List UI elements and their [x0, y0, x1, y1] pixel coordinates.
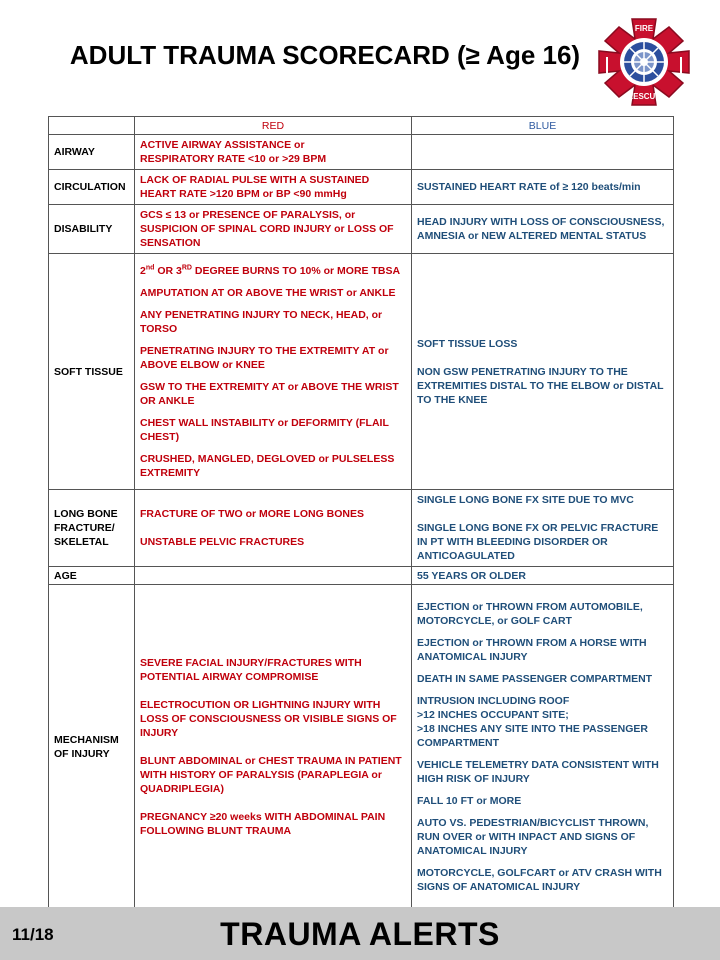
- airway-red-line-1: ACTIVE AIRWAY ASSISTANCE or: [140, 139, 305, 151]
- mechanism-blue-item: MOTORCYCLE, GOLFCART or ATV CRASH WITH SIGNS OF ANATOMICAL INJURY: [417, 867, 662, 893]
- table-row-long-bone: [49, 490, 674, 567]
- disability-red-cell: [135, 205, 412, 254]
- mechanism-blue-cell: [412, 585, 674, 910]
- mechanism-red-item: SEVERE FACIAL INJURY/FRACTURES WITH POTENTIAL AIRWAY COMPROMISE: [140, 657, 362, 683]
- circulation-blue-cell: [412, 170, 674, 205]
- long-bone-red-cell: [135, 490, 412, 567]
- circulation-red-item: LACK OF RADIAL PULSE WITH A SUSTAINED HEART RATE >120 BPM or BP <90 mmHg: [140, 174, 370, 200]
- airway-red-cell: [135, 135, 412, 170]
- column-header-red: RED: [135, 117, 412, 135]
- fire-rescue-logo-icon: [597, 17, 691, 107]
- long-bone-blue-cell: [412, 490, 674, 567]
- disability-blue-cell: [412, 205, 674, 254]
- mechanism-blue-item: DEATH IN SAME PASSENGER COMPARTMENT: [417, 673, 653, 685]
- age-red-cell: [135, 567, 412, 585]
- mechanism-blue-item: EJECTION or THROWN FROM A HORSE WITH ANATOMICAL INJURY: [417, 637, 647, 663]
- row-category-long-bone: LONG BONE FRACTURE/ SKELETAL: [49, 490, 135, 567]
- row-category-disability: DISABILITY: [49, 205, 135, 254]
- long-bone-red-item: UNSTABLE PELVIC FRACTURES: [140, 536, 305, 548]
- column-header-blue: BLUE: [412, 117, 674, 135]
- soft-tissue-blue-item: SOFT TISSUE LOSS: [417, 337, 518, 350]
- mechanism-blue-item: INTRUSION INCLUDING ROOF: [417, 695, 570, 707]
- circulation-blue-item: SUSTAINED HEART RATE of ≥ 120 beats/min: [417, 181, 641, 193]
- column-header-category: [49, 117, 135, 135]
- mechanism-blue-item: >12 INCHES OCCUPANT SITE;: [417, 709, 569, 721]
- soft-tissue-red-cell: [135, 254, 412, 490]
- footer-bar: [0, 907, 720, 960]
- soft-tissue-red-item: PENETRATING INJURY TO THE EXTREMITY AT or ABOVE ELBOW or KNEE: [140, 344, 389, 371]
- soft-tissue-red-item: GSW TO THE EXTREMITY AT or ABOVE THE WRIST OR ANKLE: [140, 380, 399, 407]
- soft-tissue-red-item-burns: 2nd OR 3RD DEGREE BURNS TO 10% or MORE TBSA: [140, 264, 401, 277]
- airway-red-line-2: RESPIRATORY RATE <10 or >29 BPM: [140, 153, 327, 165]
- soft-tissue-blue-item: NON GSW PENETRATING INJURY TO THE EXTREMITIES DISTAL TO THE ELBOW or DISTAL TO THE KNEE: [417, 365, 664, 406]
- age-blue-item: 55 YEARS OR OLDER: [417, 569, 526, 582]
- soft-tissue-red-item: AMPUTATION AT OR ABOVE THE WRIST or ANKLE: [140, 286, 396, 299]
- row-category-airway: AIRWAY: [49, 135, 135, 170]
- table-header-row: [49, 117, 674, 135]
- circulation-red-cell: [135, 170, 412, 205]
- age-blue-cell: [412, 567, 674, 585]
- soft-tissue-red-item: ANY PENETRATING INJURY TO NECK, HEAD, or TORSO: [140, 308, 383, 335]
- disability-blue-item: HEAD INJURY WITH LOSS OF CONSCIOUSNESS, AMNESIA or NEW ALTERED MENTAL STATUS: [417, 216, 665, 242]
- mechanism-blue-item: VEHICLE TELEMETRY DATA CONSISTENT WITH HIGH RISK OF INJURY: [417, 759, 659, 785]
- row-category-mechanism: MECHANISM OF INJURY: [49, 585, 135, 910]
- mechanism-red-cell: [135, 585, 412, 910]
- row-category-soft-tissue: SOFT TISSUE: [49, 254, 135, 490]
- row-category-age: AGE: [49, 567, 135, 585]
- mechanism-red-item: BLUNT ABDOMINAL or CHEST TRAUMA IN PATIENT WITH HISTORY OF PARALYSIS (PARAPLEGIA or QUADRIPLEGIA): [140, 755, 402, 795]
- trauma-scorecard-table: [48, 116, 674, 910]
- logo-top-text: FIRE: [634, 24, 654, 33]
- page-number: 11/18: [12, 925, 54, 944]
- mechanism-red-item: PREGNANCY ≥20 weeks WITH ABDOMINAL PAIN FOLLOWING BLUNT TRAUMA: [140, 811, 386, 837]
- footer-title: TRAUMA ALERTS: [220, 916, 500, 952]
- long-bone-blue-item: SINGLE LONG BONE FX OR PELVIC FRACTURE IN PT WITH BLEEDING DISORDER OR ANTICOAGULATED: [417, 522, 659, 562]
- row-category-circulation: CIRCULATION: [49, 170, 135, 205]
- logo-bottom-text: RESCUE: [627, 92, 661, 101]
- table-row-airway: [49, 135, 674, 170]
- table-row-soft-tissue: [49, 254, 674, 490]
- soft-tissue-red-item: CHEST WALL INSTABILITY or DEFORMITY (FLAIL CHEST): [140, 416, 389, 443]
- mechanism-blue-item: EJECTION or THROWN FROM AUTOMOBILE, MOTORCYCLE, or GOLF CART: [417, 601, 643, 627]
- table-row-mechanism: [49, 585, 674, 910]
- soft-tissue-red-item: CRUSHED, MANGLED, DEGLOVED or PULSELESS EXTREMITY: [140, 452, 395, 479]
- disability-red-item: GCS ≤ 13 or PRESENCE OF PARALYSIS, or SUSPICION OF SPINAL CORD INJURY or LOSS OF SENSATION: [140, 209, 394, 249]
- page-title: ADULT TRAUMA SCORECARD (≥ Age 16): [69, 40, 581, 70]
- long-bone-blue-item: SINGLE LONG BONE FX SITE DUE TO MVC: [417, 494, 634, 506]
- table-row-age: [49, 567, 674, 585]
- table-row-circulation: [49, 170, 674, 205]
- table-row-disability: [49, 205, 674, 254]
- mechanism-blue-item: AUTO VS. PEDESTRIAN/BICYCLIST THROWN, RUN OVER or WITH INPACT AND SIGNS OF ANATOMICAL INJURY: [417, 817, 649, 857]
- mechanism-blue-item: FALL 10 FT or MORE: [417, 795, 522, 807]
- mechanism-red-item: ELECTROCUTION OR LIGHTNING INJURY WITH LOSS OF CONSCIOUSNESS OR VISIBLE SIGNS OF INJURY: [140, 699, 397, 739]
- airway-blue-cell: [412, 135, 674, 170]
- mechanism-blue-item: >18 INCHES ANY SITE INTO THE PASSENGER COMPARTMENT: [417, 723, 648, 749]
- soft-tissue-blue-cell: [412, 254, 674, 490]
- long-bone-red-item: FRACTURE OF TWO or MORE LONG BONES: [140, 508, 364, 520]
